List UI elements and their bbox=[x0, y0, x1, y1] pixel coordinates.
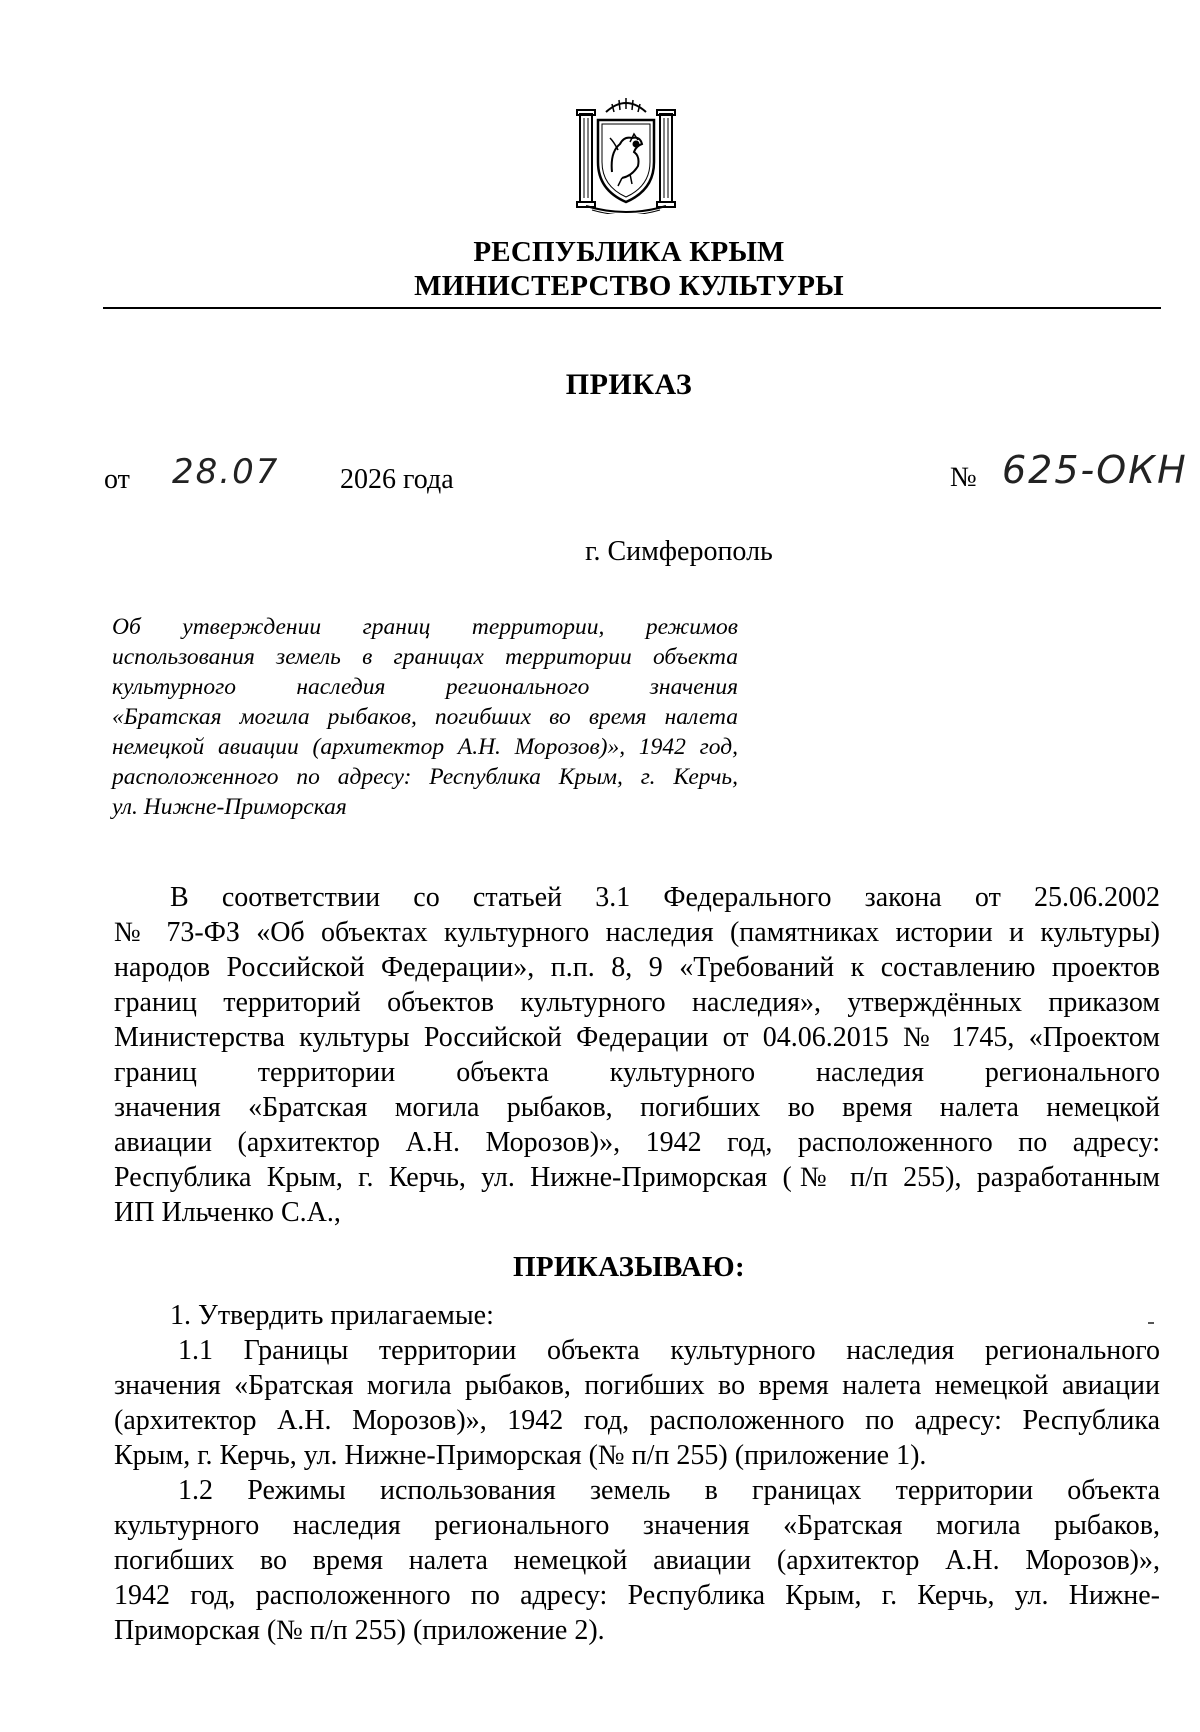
handwritten-date: 28.07 bbox=[172, 452, 280, 492]
item-1-2-line: 1.2 Режимы использования земель в границах территории объекта bbox=[178, 1475, 1160, 1506]
subject-line: использования земель в границах территории объекта bbox=[112, 644, 738, 670]
preamble-line: ИП Ильченко С.А., bbox=[114, 1197, 341, 1228]
subject-block bbox=[112, 612, 738, 822]
item-1: 1. Утвердить прилагаемые: bbox=[170, 1300, 494, 1331]
orders-heading: ПРИКАЗЫВАЮ: bbox=[513, 1251, 745, 1283]
preamble-line: Министерства культуры Российской Федерации от 04.06.2015 № 1745, «Проектом bbox=[114, 1022, 1160, 1053]
number-block bbox=[950, 448, 1188, 494]
date-block bbox=[104, 452, 454, 496]
preamble-line: авиации (архитектор А.Н. Морозов)», 1942 год, расположенного по адресу: bbox=[114, 1127, 1160, 1158]
preamble-line: Республика Крым, г. Керчь, ул. Нижне-Приморская (№ п/п 255), разработанным bbox=[114, 1162, 1160, 1193]
item-1-1-line: Крым, г. Керчь, ул. Нижне-Приморская (№ п/п 255) (приложение 1). bbox=[114, 1440, 927, 1471]
item-1-1-line: 1.1 Границы территории объекта культурного наследия регионального bbox=[178, 1335, 1160, 1366]
item-1-2-line: 1942 год, расположенного по адресу: Республика Крым, г. Керчь, ул. Нижне- bbox=[114, 1580, 1160, 1611]
header-divider bbox=[103, 307, 1161, 309]
orders-body bbox=[114, 1298, 1160, 1648]
preamble-line: В соответствии со статьей 3.1 Федерального закона от 25.06.2002 bbox=[170, 882, 1160, 913]
scan-mark bbox=[1148, 1322, 1154, 1324]
subject-line: культурного наследия регионального значения bbox=[112, 674, 738, 700]
preamble-line: народов Российской Федерации», п.п. 8, 9 «Требований к составлению проектов bbox=[114, 952, 1160, 983]
preamble-line: границ территории объекта культурного наследия регионального bbox=[114, 1057, 1160, 1088]
item-1-1-line: значения «Братская могила рыбаков, погибших во время налета немецкой авиации bbox=[114, 1370, 1160, 1401]
organization-line-1: РЕСПУБЛИКА КРЫМ bbox=[473, 236, 785, 268]
subject-line: ул. Нижне-Приморская bbox=[112, 794, 347, 820]
item-1-2-line: погибших во время налета немецкой авиации (архитектор А.Н. Морозов)», bbox=[114, 1545, 1160, 1576]
preamble-line: значения «Братская могила рыбаков, погибших во время налета немецкой bbox=[114, 1092, 1160, 1123]
from-label: от bbox=[104, 464, 130, 495]
organization-line-2: МИНИСТЕРСТВО КУЛЬТУРЫ bbox=[414, 270, 844, 302]
subject-line: немецкой авиации (архитектор А.Н. Морозов)», 1942 год, bbox=[112, 734, 738, 760]
subject-line: расположенного по адресу: Республика Крым, г. Керчь, bbox=[112, 764, 738, 790]
preamble-line: границ территорий объектов культурного наследия», утверждённых приказом bbox=[114, 987, 1160, 1018]
year-text: 2026 года bbox=[340, 464, 454, 495]
number-label: № bbox=[950, 462, 977, 493]
preamble-paragraph bbox=[114, 880, 1160, 1230]
subject-line: «Братская могила рыбаков, погибших во время налета bbox=[112, 704, 738, 730]
document-type-title: ПРИКАЗ bbox=[565, 368, 693, 401]
item-1-2-line: культурного наследия регионального значения «Братская могила рыбаков, bbox=[114, 1510, 1160, 1541]
item-1-2-line: Приморская (№ п/п 255) (приложение 2). bbox=[114, 1615, 605, 1646]
item-1-1-line: (архитектор А.Н. Морозов)», 1942 год, расположенного по адресу: Республика bbox=[114, 1405, 1160, 1436]
city: г. Симферополь bbox=[585, 536, 773, 567]
subject-line: Об утверждении границ территории, режимов bbox=[112, 614, 738, 640]
preamble-line: № 73-ФЗ «Об объектах культурного наследия (памятниках истории и культуры) bbox=[114, 917, 1160, 948]
coat-of-arms-emblem bbox=[574, 92, 678, 214]
handwritten-number: 625-ОКН bbox=[1002, 448, 1188, 492]
